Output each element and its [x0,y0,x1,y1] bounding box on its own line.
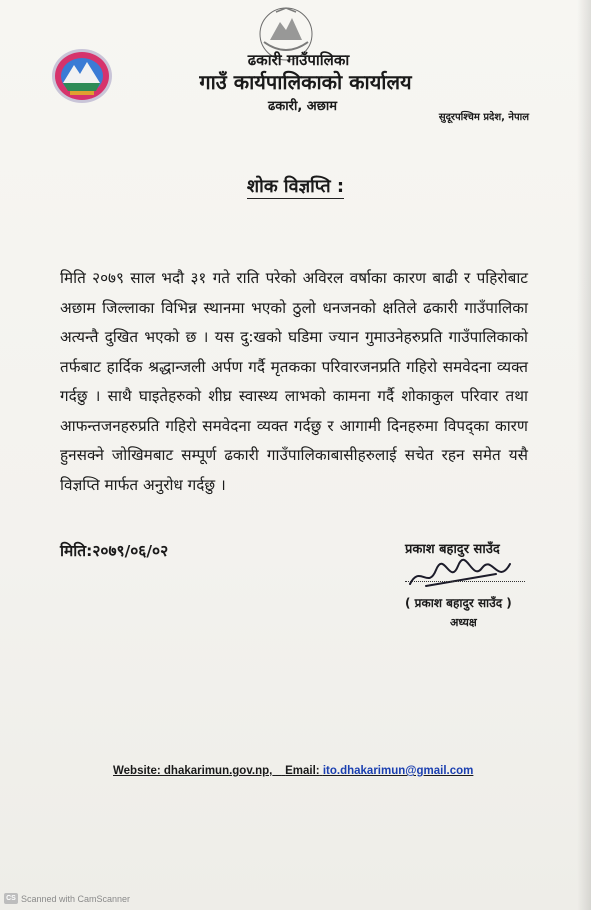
office-name-main: गाउँ कार्यपालिकाको कार्यालय [199,70,412,94]
province-label: सुदूरपश्चिम प्रदेश, नेपाल [438,112,529,123]
scanner-watermark [4,893,130,904]
page-edge-shadow [577,0,591,910]
office-address: ढकारी, अछाम [267,99,337,114]
camscanner-logo-icon: CS [4,893,18,904]
footer-website[interactable]: Website: dhakarimun.gov.np, [113,765,273,777]
signatory-name: ( प्रकाश बहादुर साउँद ) [405,596,512,610]
signature-stamp-name: प्रकाश बहादुर साउँद [405,542,500,557]
office-name-top: ढकारी गाउँपालिका [247,51,350,69]
notice-body: मिति २०७९ साल भदौ ३१ गते राति परेको अविरल वर्षाका कारण बाढी र पहिरोबाट अछाम जिल्लाका विभिन्न स्थानमा भएको ठुलो धनजनको क्षतिले ढकारी गाउँपालिका अत्यन्तै दुखित भएको छ । यस दु:खको घडिमा ज्यान गुमाउनेहरुप्रति गाउँपालिकाको तर्फबाट हार्दिक श्रद्धान्जली अर्पण गर्दै मृतकका परिवारजनप्रति गहिरो समवेदना व्यक्त गर्दछु । साथै घाइतेहरुको शीघ्र स्वास्थ्य लाभको कामना गर्दै शोकाकुल परिवार तथा आफन्तजनहरुप्रति गहिरो समवेदना व्यक्त गर्दछु र आगामी दिनहरुमा विपद्का कारण हुनसक्ने जोखिमबाट सम्पूर्ण ढकारी गाउँपालिकाबासीहरुलाई सचेत रहन समेत यसै विज्ञप्ति मार्फत अनुरोध गर्दछु । [60,269,528,494]
signature-line [405,581,525,582]
handwritten-signature-icon [406,556,524,596]
footer-email-label: Email: [285,765,320,777]
signatory-role: अध्यक्ष [450,616,477,629]
notice-date: मिति:२०७९/०६/०२ [60,542,169,560]
footer-email-link[interactable]: ito.dhakarimun@gmail.com [322,765,474,777]
notice-title [0,174,591,198]
scanner-text: Scanned with CamScanner [21,893,131,904]
notice-title-text: शोक विज्ञप्ति : [246,176,345,197]
footer-contact [113,765,473,777]
